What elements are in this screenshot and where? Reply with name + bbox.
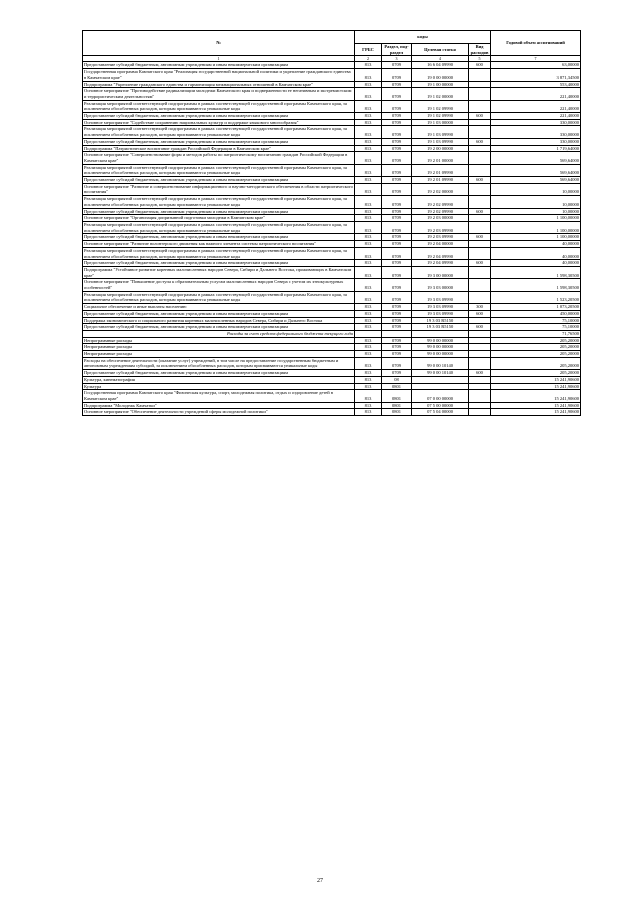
budget-table — [82, 30, 581, 416]
cell-sum: 3 871,34500 — [491, 69, 581, 81]
cell-target: 19 1 02 09990 — [412, 100, 469, 112]
cell-grbs: 813 — [355, 62, 382, 69]
column-index: 4 — [412, 56, 469, 62]
table-row — [83, 351, 581, 358]
cell-vid: 600 — [469, 138, 491, 145]
table-row — [83, 260, 581, 267]
cell-sum: 330,00000 — [491, 119, 581, 126]
cell-vid — [469, 291, 491, 303]
cell-razdel: 0709 — [382, 310, 412, 317]
cell-target: 19 2 01 09990 — [412, 177, 469, 184]
cell-target: 99 0 00 00000 — [412, 351, 469, 358]
table-row — [83, 317, 581, 324]
cell-grbs: 813 — [355, 81, 382, 88]
header-total: Годовой объем ассигнований — [491, 31, 581, 56]
table-row — [83, 241, 581, 248]
cell-target: 19 1 03 09990 — [412, 126, 469, 138]
cell-target: 19 0 00 00000 — [412, 69, 469, 81]
cell-target: 19 3 03 00000 — [412, 279, 469, 291]
cell-vid — [469, 247, 491, 259]
cell-grbs: 813 — [355, 164, 382, 176]
table-row — [83, 208, 581, 215]
cell-grbs: 813 — [355, 234, 382, 241]
cell-vid — [469, 221, 491, 233]
cell-sum: 205,20000 — [491, 337, 581, 344]
cell-target — [412, 376, 469, 383]
cell-vid — [469, 279, 491, 291]
column-index: 5 — [469, 56, 491, 62]
cell-target: 19 2 02 00000 — [412, 183, 469, 195]
cell-grbs: 813 — [355, 177, 382, 184]
cell-sum: 1 719,64000 — [491, 145, 581, 152]
cell-sum: 15 241,90600 — [491, 376, 581, 383]
cell-razdel: 0801 — [382, 390, 412, 402]
cell-vid — [469, 100, 491, 112]
cell-grbs: 813 — [355, 183, 382, 195]
cell-vid — [469, 390, 491, 402]
cell-name: Реализация мероприятий соответствующей подпрограммы в рамках соответствующей государственной программы Камчатского края, за исключением обособленных расходов, которым присваиваются уникальные коды — [83, 291, 355, 303]
cell-target — [412, 330, 469, 337]
cell-target: 19 2 01 09990 — [412, 164, 469, 176]
table-row — [83, 324, 581, 331]
table-row — [83, 310, 581, 317]
cell-sum: 40,00000 — [491, 241, 581, 248]
cell-sum: 15 241,90600 — [491, 383, 581, 390]
cell-name: Основное мероприятие "Развитие и совершенствование информационного и научно-методического обеспечения в области патриотического воспитания" — [84, 183, 353, 195]
cell-target: 19 2 02 09990 — [412, 208, 469, 215]
cell-target: 19 3 03 09990 — [412, 304, 469, 311]
table-row — [83, 402, 581, 409]
cell-sum: 10,00000 — [491, 208, 581, 215]
table-row — [83, 62, 581, 69]
cell-vid — [469, 344, 491, 351]
cell-name: Реализация мероприятий соответствующей подпрограммы в рамках соответствующей государственной программы Камчатского края, за исключением обособленных расходов, которым присваиваются уникальные коды — [83, 196, 355, 208]
cell-vid: 600 — [469, 260, 491, 267]
cell-target: 07 5 00 00000 — [412, 402, 469, 409]
cell-sum: 205,20000 — [491, 344, 581, 351]
cell-sum: 569,64000 — [491, 177, 581, 184]
cell-razdel: 0709 — [382, 138, 412, 145]
cell-sum: 221,40000 — [491, 113, 581, 120]
cell-vid — [469, 196, 491, 208]
cell-name: Основное мероприятие "Повышение доступа к образовательным услугам малочисленных народов Севера с учетом их этнокультурных особенностей" — [83, 279, 355, 291]
cell-sum: 75,10000 — [491, 324, 581, 331]
cell-vid — [469, 145, 491, 152]
table-row — [83, 119, 581, 126]
cell-vid — [469, 88, 491, 100]
cell-target: 19 2 03 09990 — [412, 234, 469, 241]
cell-target: 19 3 00 00000 — [412, 266, 469, 278]
cell-razdel: 0709 — [382, 152, 412, 164]
cell-vid — [469, 81, 491, 88]
cell-sum: 1 100,00000 — [491, 221, 581, 233]
cell-name: Непрограммные расходы — [83, 344, 355, 351]
table-row — [83, 304, 581, 311]
cell-vid — [469, 409, 491, 416]
cell-name: Государственная программа Камчатского края "Реализация государственной национальной политики и укрепление гражданского единства в Камчатском крае" — [83, 69, 355, 81]
table-row — [83, 337, 581, 344]
cell-name: Основное мероприятие "Организация допризывной подготовки молодежи в Камчатском крае" — [83, 215, 355, 222]
cell-grbs: 813 — [355, 196, 382, 208]
cell-razdel: 0709 — [382, 81, 412, 88]
cell-target: 99 0 00 00000 — [412, 344, 469, 351]
cell-vid: 600 — [469, 324, 491, 331]
cell-name: Реализация мероприятий соответствующей подпрограммы в рамках соответствующей государственной программы Камчатского края, за исключением обособленных расходов, которым присваиваются уникальные коды — [83, 126, 355, 138]
cell-vid — [469, 383, 491, 390]
table-row — [83, 234, 581, 241]
cell-razdel: 0709 — [382, 215, 412, 222]
cell-razdel: 0709 — [382, 234, 412, 241]
cell-name: Предоставление субсидий бюджетным, автономным учреждениям и иным некоммерческим организациям — [83, 310, 355, 317]
table-row — [83, 164, 581, 176]
cell-vid — [469, 164, 491, 176]
cell-grbs: 813 — [355, 119, 382, 126]
cell-grbs: 813 — [355, 100, 382, 112]
table-row — [83, 357, 581, 369]
cell-target: 99 0 00 10140 — [412, 370, 469, 377]
cell-sum: 1 523,20500 — [491, 291, 581, 303]
cell-grbs: 813 — [355, 304, 382, 311]
cell-vid: 600 — [469, 370, 491, 377]
cell-name: Подпрограмма "Молодежь Камчатки" — [83, 402, 355, 409]
cell-razdel: 0709 — [382, 69, 412, 81]
cell-vid — [469, 357, 491, 369]
table-row — [83, 100, 581, 112]
cell-razdel: 0709 — [382, 164, 412, 176]
cell-vid — [469, 376, 491, 383]
cell-razdel: 0709 — [382, 317, 412, 324]
cell-name: Культура, кинематография — [83, 376, 355, 383]
cell-sum: 71,76500 — [491, 330, 581, 337]
cell-name: Подпрограмма "Патриотическое воспитание граждан Российской Федерации в Камчатском крае" — [83, 145, 355, 152]
table-row — [83, 183, 581, 195]
cell-sum: 10,00000 — [491, 196, 581, 208]
table-row — [83, 291, 581, 303]
cell-razdel: 0709 — [382, 241, 412, 248]
table-row — [83, 247, 581, 259]
cell-name: Предоставление субсидий бюджетным, автономным учреждениям и иным некоммерческим организациям — [83, 324, 355, 331]
cell-vid: 600 — [469, 310, 491, 317]
cell-razdel: 0709 — [382, 337, 412, 344]
cell-name: Социальное обеспечение и иные выплаты населению — [83, 304, 355, 311]
cell-razdel: 0709 — [382, 357, 412, 369]
cell-target: 19 2 04 00000 — [412, 241, 469, 248]
cell-grbs: 813 — [355, 383, 382, 390]
cell-razdel: 0709 — [382, 304, 412, 311]
cell-name: Расходы за счет средств федерального бюджета текущего года — [83, 330, 355, 337]
table-row — [83, 88, 581, 100]
cell-razdel: 0709 — [382, 88, 412, 100]
cell-name: Основное мероприятие "Развитие волонтерского движения как важного элемента системы патриотического воспитания" — [83, 241, 355, 248]
cell-grbs: 813 — [355, 370, 382, 377]
table-row — [83, 330, 581, 337]
cell-grbs: 813 — [355, 69, 382, 81]
cell-vid — [469, 126, 491, 138]
cell-grbs: 813 — [355, 351, 382, 358]
cell-target: 07 5 04 00000 — [412, 409, 469, 416]
cell-vid — [469, 152, 491, 164]
cell-vid: 600 — [469, 62, 491, 69]
column-index: 2 — [355, 56, 382, 62]
cell-grbs: 813 — [355, 357, 382, 369]
table-row — [83, 383, 581, 390]
cell-razdel: 0709 — [382, 208, 412, 215]
cell-razdel: 0801 — [382, 409, 412, 416]
cell-name: Предоставление субсидий бюджетным, автономным учреждениям и иным некоммерческим организациям — [83, 208, 355, 215]
column-index: 1 — [83, 56, 355, 62]
cell-target: 19 2 03 09990 — [412, 221, 469, 233]
cell-target: 19 2 04 09990 — [412, 260, 469, 267]
cell-grbs: 813 — [355, 215, 382, 222]
cell-name: Непрограммные расходы — [83, 337, 355, 344]
cell-name: Предоставление субсидий бюджетным, автономным учреждениям и иным некоммерческим организациям — [83, 260, 355, 267]
table-row — [83, 152, 581, 164]
cell-grbs: 813 — [355, 324, 382, 331]
cell-name: Предоставление субсидий бюджетным, автономным учреждениям и иным некоммерческим организациям — [83, 138, 355, 145]
cell-razdel: 0709 — [382, 62, 412, 69]
cell-grbs: 813 — [355, 260, 382, 267]
cell-grbs: 813 — [355, 317, 382, 324]
cell-target: 19 3 03 R5150 — [412, 324, 469, 331]
cell-razdel: 0709 — [382, 126, 412, 138]
cell-grbs: 813 — [355, 266, 382, 278]
cell-razdel: 0709 — [382, 370, 412, 377]
cell-target: 19 3 03 09990 — [412, 291, 469, 303]
cell-vid: 600 — [469, 113, 491, 120]
cell-target: 19 1 00 00000 — [412, 81, 469, 88]
cell-name: Государственная программа Камчатского края "Физическая культура, спорт, молодежная политика, отдых и оздоровление детей в Камчатском крае" — [83, 390, 355, 402]
cell-sum: 15 241,90600 — [491, 409, 581, 416]
cell-target: 19 2 02 09990 — [412, 196, 469, 208]
cell-name: Поддержка экономического и социального развития коренных малочисленных народов Севера, Сибири и Дальнего Востока — [83, 317, 355, 324]
cell-name: Подпрограмма "Укрепление гражданского единства и гармонизация межнациональных отношений в Камчатском крае" — [83, 81, 355, 88]
cell-grbs: 813 — [355, 409, 382, 416]
cell-razdel: 0709 — [382, 279, 412, 291]
cell-target: 19 1 03 00000 — [412, 119, 469, 126]
cell-razdel: 0709 — [382, 119, 412, 126]
table-row — [83, 138, 581, 145]
cell-razdel: 0709 — [382, 344, 412, 351]
page-number: 27 — [317, 878, 323, 884]
column-index: 3 — [382, 56, 412, 62]
cell-razdel: 0709 — [382, 324, 412, 331]
cell-name: Предоставление субсидий бюджетным, автономным учреждениям и иным некоммерческим организациям — [83, 234, 355, 241]
cell-sum: 221,40000 — [491, 88, 581, 100]
table-row — [83, 113, 581, 120]
cell-vid — [469, 402, 491, 409]
cell-target: 07 0 00 00000 — [412, 390, 469, 402]
cell-vid — [469, 215, 491, 222]
header-num: № — [83, 31, 355, 56]
table-row — [83, 196, 581, 208]
cell-grbs: 813 — [355, 145, 382, 152]
cell-target: 99 0 00 10140 — [412, 357, 469, 369]
cell-sum: 569,64000 — [491, 164, 581, 176]
cell-grbs: 813 — [355, 247, 382, 259]
cell-sum: 15 241,90600 — [491, 402, 581, 409]
cell-razdel: 0709 — [382, 351, 412, 358]
cell-razdel: 08 — [382, 376, 412, 383]
cell-sum: 205,20000 — [491, 351, 581, 358]
cell-razdel: 0709 — [382, 196, 412, 208]
table-body — [83, 56, 581, 416]
cell-sum: 10,00000 — [491, 183, 581, 195]
cell-razdel: 0801 — [382, 383, 412, 390]
cell-sum: 40,00000 — [491, 247, 581, 259]
cell-target — [412, 383, 469, 390]
cell-sum: 330,00000 — [491, 126, 581, 138]
cell-grbs: 813 — [355, 138, 382, 145]
cell-sum: 1 598,30500 — [491, 266, 581, 278]
table-row — [83, 81, 581, 88]
table-row — [83, 177, 581, 184]
cell-vid — [469, 317, 491, 324]
table-row — [83, 376, 581, 383]
cell-razdel: 0709 — [382, 113, 412, 120]
cell-grbs — [355, 330, 382, 337]
cell-target: 19 1 03 09990 — [412, 138, 469, 145]
table-row — [83, 279, 581, 291]
cell-sum: 569,64000 — [491, 152, 581, 164]
cell-razdel — [382, 330, 412, 337]
cell-grbs: 813 — [355, 152, 382, 164]
cell-grbs: 813 — [355, 390, 382, 402]
cell-vid — [469, 183, 491, 195]
cell-grbs: 813 — [355, 113, 382, 120]
cell-razdel: 0709 — [382, 100, 412, 112]
cell-sum: 330,00000 — [491, 138, 581, 145]
cell-razdel: 0709 — [382, 260, 412, 267]
cell-target: 19 3 03 09990 — [412, 310, 469, 317]
cell-sum: 75,10000 — [491, 317, 581, 324]
cell-sum: 15 241,90600 — [491, 390, 581, 402]
cell-target: 19 2 00 00000 — [412, 145, 469, 152]
table-row — [83, 126, 581, 138]
table-row — [83, 69, 581, 81]
cell-grbs: 813 — [355, 344, 382, 351]
table-row — [83, 215, 581, 222]
cell-sum: 63,00000 — [491, 62, 581, 69]
cell-vid: 600 — [469, 208, 491, 215]
cell-vid — [469, 351, 491, 358]
cell-name: Расходы на обеспечение деятельности (оказание услуг) учреждений, в том числе на предоставление государственным бюджетным и автономным учреждениям субсидий, за исключением обособленных расходов, которым присваиваются уникальные коды — [83, 357, 355, 369]
cell-sum: 1 598,30500 — [491, 279, 581, 291]
cell-name: Основное мероприятие "Содействие сохранению национальных культур и поддержке языкового многообразия" — [83, 119, 355, 126]
table-row — [83, 344, 581, 351]
cell-sum: 553,40000 — [491, 81, 581, 88]
cell-sum: 205,20000 — [491, 370, 581, 377]
header-vid: Вид расходов — [469, 44, 491, 56]
cell-grbs: 813 — [355, 126, 382, 138]
cell-name: Непрограммные расходы — [83, 351, 355, 358]
header-grbs: ГРБС — [355, 44, 382, 56]
cell-name: Предоставление субсидий бюджетным, автономным учреждениям и иным некоммерческим организациям — [83, 177, 355, 184]
cell-target: 19 3 03 R5150 — [412, 317, 469, 324]
cell-vid — [469, 69, 491, 81]
cell-vid — [469, 266, 491, 278]
column-index: 7 — [491, 56, 581, 62]
cell-grbs: 813 — [355, 279, 382, 291]
cell-name: Предоставление субсидий бюджетным, автономным учреждениям и иным некоммерческим организациям — [83, 113, 355, 120]
cell-name: Предоставление субсидий бюджетным, автономным учреждениям и иным некоммерческим организациям — [83, 370, 355, 377]
cell-grbs: 813 — [355, 221, 382, 233]
cell-razdel: 0709 — [382, 145, 412, 152]
cell-sum: 221,40000 — [491, 100, 581, 112]
cell-razdel: 0801 — [382, 402, 412, 409]
header-target: Целевая статья — [412, 44, 469, 56]
cell-grbs: 813 — [355, 88, 382, 100]
header-razdel: Раздел, под-раздел — [382, 44, 412, 56]
header-codes: коды — [355, 31, 491, 44]
cell-sum: 1 100,00000 — [491, 234, 581, 241]
budget-table-sheet — [82, 30, 580, 416]
cell-grbs: 813 — [355, 208, 382, 215]
cell-sum: 40,00000 — [491, 260, 581, 267]
cell-target: 19 1 02 09990 — [412, 113, 469, 120]
table-row — [83, 370, 581, 377]
cell-target: 19 1 02 00000 — [412, 88, 469, 100]
cell-razdel: 0709 — [382, 221, 412, 233]
cell-vid: 600 — [469, 234, 491, 241]
cell-grbs: 813 — [355, 402, 382, 409]
cell-grbs: 813 — [355, 241, 382, 248]
cell-target: 99 0 00 00000 — [412, 337, 469, 344]
table-row — [83, 390, 581, 402]
cell-name: Предоставление субсидий бюджетным, автономным учреждениям и иным некоммерческим организациям — [83, 62, 355, 69]
cell-vid — [469, 337, 491, 344]
cell-razdel: 0709 — [382, 266, 412, 278]
table-row — [83, 409, 581, 416]
cell-razdel: 0709 — [382, 177, 412, 184]
cell-vid — [469, 330, 491, 337]
table-row — [83, 221, 581, 233]
cell-name: Культура — [83, 383, 355, 390]
cell-target: 16 6 04 09990 — [412, 62, 469, 69]
cell-target: 19 2 04 09990 — [412, 247, 469, 259]
cell-name: Реализация мероприятий соответствующей подпрограммы в рамках соответствующей государственной программы Камчатского края, за исключением обособленных расходов, которым присваиваются уникальные коды — [83, 247, 355, 259]
cell-sum: 205,20000 — [491, 357, 581, 369]
cell-razdel: 0709 — [382, 247, 412, 259]
cell-razdel: 0709 — [382, 291, 412, 303]
cell-name: Реализация мероприятий соответствующей подпрограммы в рамках соответствующей государственной программы Камчатского края, за исключением обособленных расходов, которым присваиваются уникальные коды — [83, 164, 355, 176]
cell-target: 19 2 03 00000 — [412, 215, 469, 222]
cell-vid: 600 — [469, 177, 491, 184]
cell-vid: 300 — [469, 304, 491, 311]
cell-name: Реализация мероприятий соответствующей подпрограммы в рамках соответствующей государственной программы Камчатского края, за исключением обособленных расходов, которым присваиваются уникальные коды — [83, 100, 355, 112]
cell-name: Подпрограмма "Устойчивое развитие коренных малочисленных народов Севера, Сибири и Дальнего Востока, проживающих в Камчатском крае" — [83, 266, 355, 278]
cell-name: Основное мероприятие "Противодействие радикализации молодежи Камчатского края и подверженности ее негативным и экстремистским и террористическим деятельностям" — [83, 88, 355, 100]
cell-name: Реализация мероприятий соответствующей подпрограммы в рамках соответствующей государственной программы Камчатского края, за исключением обособленных расходов, которым присваиваются уникальные коды — [83, 221, 355, 233]
table-row — [83, 145, 581, 152]
cell-grbs: 813 — [355, 337, 382, 344]
cell-vid — [469, 119, 491, 126]
cell-grbs: 813 — [355, 310, 382, 317]
cell-grbs: 813 — [355, 376, 382, 383]
cell-vid — [469, 241, 491, 248]
cell-razdel: 0709 — [382, 183, 412, 195]
table-row — [83, 266, 581, 278]
cell-sum: 1 073,20500 — [491, 304, 581, 311]
cell-target: 19 2 01 00000 — [412, 152, 469, 164]
cell-name: Основное мероприятие "Совершенствование форм и методов работы по патриотическому воспитанию граждан Российской Федерации в Камчатском крае" — [83, 152, 355, 164]
cell-name: Основное мероприятие "Обеспечение деятельности учреждений сферы молодежной политики" — [83, 409, 355, 416]
cell-sum: 450,00000 — [491, 310, 581, 317]
cell-grbs: 813 — [355, 291, 382, 303]
cell-sum: 1 100,00000 — [491, 215, 581, 222]
